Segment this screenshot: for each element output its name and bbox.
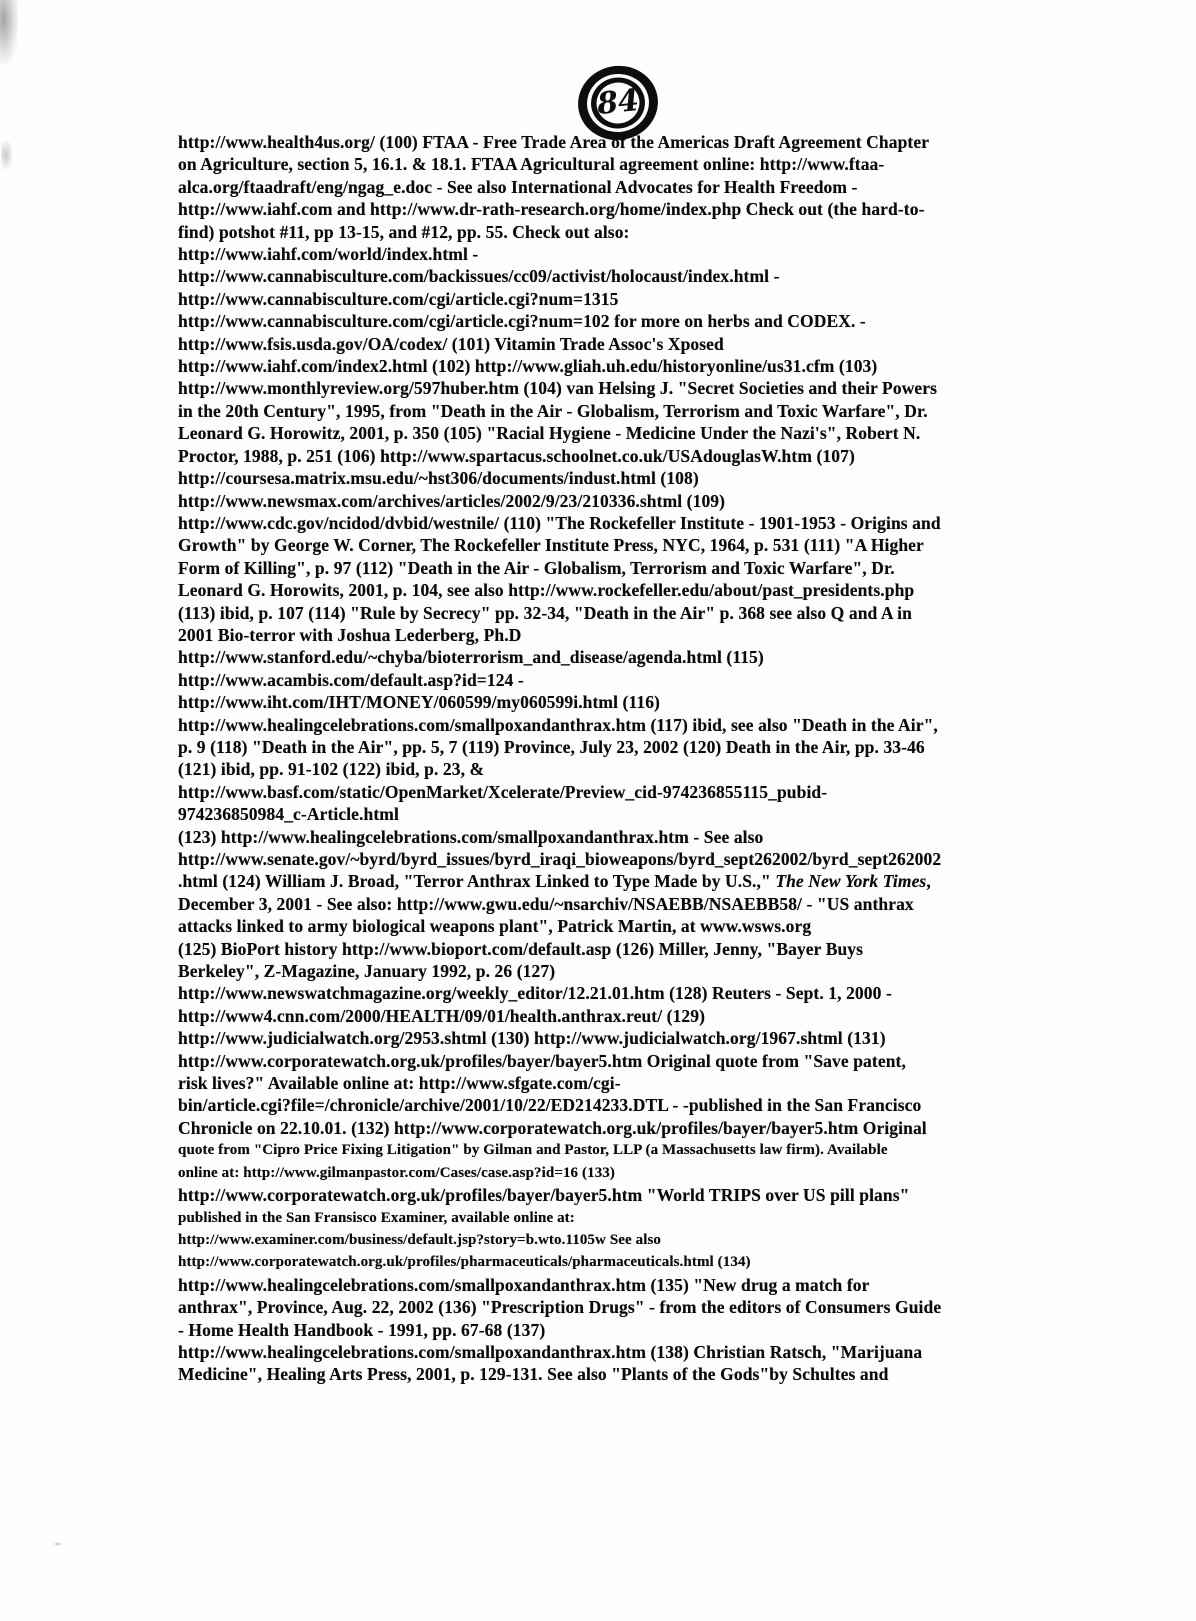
text-line: http://www.newswatchmagazine.org/weekly_editor/12.21.01.htm (128) Reuters - Sept. 1, 2000 - bbox=[178, 983, 892, 1004]
text-line: (125) BioPort history http://www.bioport.com/default.asp (126) Miller, Jenny, "Bayer Buys bbox=[178, 938, 864, 959]
text-line: Proctor, 1988, p. 251 (106) http://www.spartacus.schoolnet.co.uk/USAdouglasW.htm (107) bbox=[178, 445, 855, 466]
text-line: http://www.cannabisculture.com/cgi/article.cgi?num=1315 bbox=[178, 288, 619, 309]
text-segment: .html (124) William J. Broad, "Terror Anthrax Linked to Type Made by U.S.," bbox=[178, 871, 776, 892]
text-line: Medicine", Healing Arts Press, 2001, p. 129-131. See also "Plants of the Gods"by Schultes and bbox=[178, 1364, 889, 1385]
text-line: Leonard G. Horowits, 2001, p. 104, see also http://www.rockefeller.edu/about/past_presidents.php bbox=[178, 580, 915, 601]
text-line: Form of Killing", p. 97 (112) "Death in the Air - Globalism, Terrorism and Toxic Warfare", Dr. bbox=[178, 557, 895, 578]
text-line: http://www.corporatewatch.org.uk/profiles/pharmaceuticals/pharmaceuticals.html (134) bbox=[178, 1254, 751, 1271]
text-line: (113) ibid, p. 107 (114) "Rule by Secrecy" pp. 32-34, "Death in the Air" p. 368 see also Q and A in bbox=[178, 602, 912, 623]
text-line bbox=[178, 870, 1058, 892]
text-line: in the 20th Century", 1995, from "Death in the Air - Globalism, Terrorism and Toxic Warfare", Dr. bbox=[178, 400, 928, 421]
text-line: http://www.iahf.com/world/index.html - bbox=[178, 244, 479, 265]
text-line: risk lives?" Available online at: http://www.sfgate.com/cgi- bbox=[178, 1073, 621, 1094]
text-line: http://coursesa.matrix.msu.edu/~hst306/documents/indust.html (108) bbox=[178, 468, 699, 489]
text-line: online at: http://www.gilmanpastor.com/Cases/case.asp?id=16 (133) bbox=[178, 1164, 616, 1181]
text-line: find) potshot #11, pp 13-15, and #12, pp. 55. Check out also: bbox=[178, 221, 630, 242]
text-line: http://www.examiner.com/business/default.jsp?story=b.wto.1105w See also bbox=[178, 1231, 662, 1248]
text-line: http://www.fsis.usda.gov/OA/codex/ (101) Vitamin Trade Assoc's Xposed bbox=[178, 333, 724, 354]
text-line: Berkeley", Z-Magazine, January 1992, p. 26 (127) bbox=[178, 961, 556, 982]
text-line: p. 9 (118) "Death in the Air", pp. 5, 7 (119) Province, July 23, 2002 (120) Death in the Air, pp. 33-46 bbox=[178, 736, 925, 757]
text-line: (121) ibid, pp. 91-102 (122) ibid, p. 23, & bbox=[178, 759, 485, 780]
text-line: Chronicle on 22.10.01. (132) http://www.corporatewatch.org.uk/profiles/bayer/bayer5.htm Original bbox=[178, 1117, 927, 1138]
text-line: http://www.stanford.edu/~chyba/bioterrorism_and_disease/agenda.html (115) bbox=[178, 647, 764, 668]
text-line: anthrax", Province, Aug. 22, 2002 (136) "Prescription Drugs" - from the editors of Consumers Guide bbox=[178, 1297, 942, 1318]
text-line: on Agriculture, section 5, 16.1. & 18.1. FTAA Agricultural agreement online: http://www.ftaa- bbox=[178, 154, 885, 175]
scan-smudge bbox=[0, 0, 18, 64]
text-line: Growth" by George W. Corner, The Rockefeller Institute Press, NYC, 1964, p. 531 (111) "A Higher bbox=[178, 535, 924, 556]
text-line: - Home Health Handbook - 1991, pp. 67-68 (137) bbox=[178, 1319, 546, 1340]
document-text bbox=[178, 131, 1058, 1386]
text-line: attacks linked to army biological weapons plant", Patrick Martin, at www.wsws.org bbox=[178, 916, 812, 937]
text-line: http://www.healingcelebrations.com/smallpoxandanthrax.htm (135) "New drug a match for bbox=[178, 1274, 870, 1295]
text-line: http://www.basf.com/static/OpenMarket/Xcelerate/Preview_cid-974236855115_pubid- bbox=[178, 781, 828, 802]
italic-citation-title: The New York Times bbox=[775, 871, 927, 892]
text-line: http://www.cannabisculture.com/backissues/cc09/activist/holocaust/index.html - bbox=[178, 266, 780, 287]
text-line: published in the San Fransisco Examiner, available online at: bbox=[178, 1209, 575, 1226]
text-line: http://www.iht.com/IHT/MONEY/060599/my060599i.html (116) bbox=[178, 692, 660, 713]
text-line: bin/article.cgi?file=/chronicle/archive/2001/10/22/ED214233.DTL - -published in the San Francisco bbox=[178, 1095, 922, 1116]
text-line: http://www.iahf.com and http://www.dr-rath-research.org/home/index.php Check out (the hard-to- bbox=[178, 199, 925, 220]
scan-smudge bbox=[1, 140, 13, 170]
text-line: http://www.healingcelebrations.com/smallpoxandanthrax.htm (138) Christian Ratsch, "Marijuana bbox=[178, 1341, 923, 1362]
text-line: http://www.judicialwatch.org/2953.shtml (130) http://www.judicialwatch.org/1967.shtml (131) bbox=[178, 1028, 886, 1049]
text-line: http://www.corporatewatch.org.uk/profiles/bayer/bayer5.htm "World TRIPS over US pill plans" bbox=[178, 1185, 910, 1206]
text-line: December 3, 2001 - See also: http://www.gwu.edu/~nsarchiv/NSAEBB/NSAEBB58/ - "US anthrax bbox=[178, 893, 914, 914]
text-line: http://www.corporatewatch.org.uk/profiles/bayer/bayer5.htm Original quote from "Save patent, bbox=[178, 1050, 906, 1071]
text-line: http://www.iahf.com/index2.html (102) http://www.gliah.uh.edu/historyonline/us31.cfm (103) bbox=[178, 356, 878, 377]
text-line: http://www.cdc.gov/ncidod/dvbid/westnile/ (110) "The Rockefeller Institute - 1901-1953 - Origins and bbox=[178, 512, 941, 533]
text-line: http://www.healingcelebrations.com/smallpoxandanthrax.htm (117) ibid, see also "Death in the Air", bbox=[178, 714, 938, 735]
text-line: http://www.senate.gov/~byrd/byrd_issues/byrd_iraqi_bioweapons/byrd_sept262002/byrd_sept262002 bbox=[178, 849, 942, 869]
text-line: (123) http://www.healingcelebrations.com/smallpoxandanthrax.htm - See also bbox=[178, 826, 764, 847]
scan-smudge bbox=[54, 1542, 62, 1546]
text-line: quote from "Cipro Price Fixing Litigation" by Gilman and Pastor, LLP (a Massachusetts law firm). Available bbox=[178, 1142, 888, 1159]
page-number: 84 bbox=[595, 82, 641, 123]
text-line: http://www4.cnn.com/2000/HEALTH/09/01/health.anthrax.reut/ (129) bbox=[178, 1005, 706, 1026]
text-segment: , bbox=[926, 871, 931, 892]
text-line: alca.org/ftaadraft/eng/ngag_e.doc - See also International Advocates for Health Freedom - bbox=[178, 176, 858, 197]
text-line: http://www.health4us.org/ (100) FTAA - Free Trade Area of the Americas Draft Agreement Chapter bbox=[178, 132, 930, 152]
text-line: http://www.cannabisculture.com/cgi/article.cgi?num=102 for more on herbs and CODEX. - bbox=[178, 311, 866, 332]
text-line: http://www.monthlyreview.org/597huber.htm (104) van Helsing J. "Secret Societies and their Powers bbox=[178, 378, 938, 399]
text-line: Leonard G. Horowitz, 2001, p. 350 (105) "Racial Hygiene - Medicine Under the Nazi's", Robert N. bbox=[178, 423, 921, 444]
text-line: http://www.newsmax.com/archives/articles/2002/9/23/210336.shtml (109) bbox=[178, 490, 726, 511]
text-line: http://www.acambis.com/default.asp?id=124 - bbox=[178, 669, 524, 690]
text-line: 2001 Bio-terror with Joshua Lederberg, Ph.D bbox=[178, 624, 522, 645]
text-line: 974236850984_c-Article.html bbox=[178, 804, 399, 825]
